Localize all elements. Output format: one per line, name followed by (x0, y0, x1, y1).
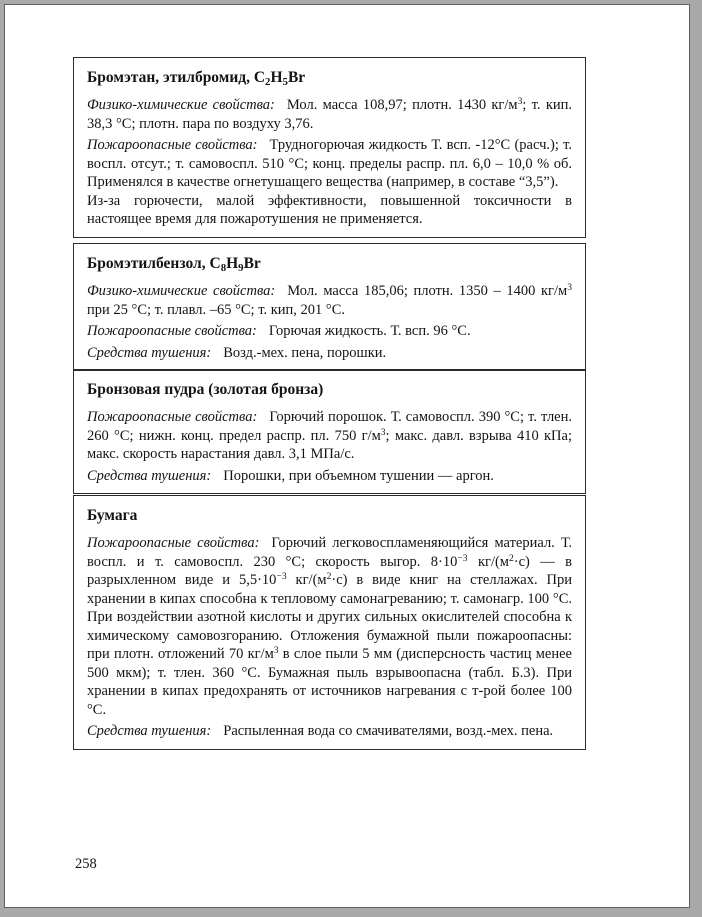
property-label: Пожароопасные свойства: (87, 323, 257, 339)
property-text: Из-за горючести, малой эффективности, повышенной токсичности в настоящее время для пожаротушения не применяется. (87, 192, 572, 227)
physchem-properties-paragraph (87, 96, 572, 133)
section-title: Бумага (87, 507, 138, 524)
property-text: Трудногорючая жидкость Т. всп. -12°С (расч.); т. воспл. отсут.; т. самовоспл. 510 °С; конц. пределы распр. пл. 6,0 – 10,0 % об. Применялся в качестве огнетушащего вещества (например, в составе “3,5”). (87, 137, 573, 190)
property-label: Пожароопасные свойства: (87, 409, 258, 425)
property-label: Средства тушения: (87, 723, 212, 739)
property-label: Средства тушения: (87, 344, 212, 361)
property-label: Физико-химические свойства: (87, 283, 276, 299)
property-text: Возд.-мех. пена, порошки. (223, 344, 387, 361)
property-text: Порошки, при объемном тушении — аргон. (223, 467, 494, 484)
note-paragraph (87, 192, 572, 229)
property-text: Распыленная вода со смачивателями, возд.-мех. пена. (223, 723, 554, 739)
fire-properties-paragraph (87, 408, 572, 464)
property-text: Мол. масса 108,97; плотн. 1430 $кг/м^3$; т. кип. 38,3 °С; плотн. пара по воздуху 3,76. (87, 96, 573, 132)
section-bromoethane (73, 57, 586, 238)
section-bromoethylbenzene (73, 243, 586, 371)
physchem-properties-paragraph (87, 282, 572, 319)
extinguishing-agents-paragraph (87, 467, 572, 486)
property-label: Пожароопасные свойства: (87, 535, 260, 551)
fire-properties-paragraph (87, 136, 572, 192)
section-title: Бромэтан, этилбромид, $C_2H_5Br$ (87, 69, 306, 88)
section-paper (73, 495, 586, 750)
property-label: Средства тушения: (87, 467, 212, 484)
document-page (4, 4, 690, 908)
fire-properties-paragraph (87, 534, 572, 719)
property-label: Пожароопасные свойства: (87, 137, 258, 153)
section-bronze-powder (73, 369, 586, 494)
property-label: Физико-химические свойства: (87, 97, 275, 113)
page-number: 258 (75, 856, 97, 872)
fire-properties-paragraph (87, 322, 572, 341)
property-text: Горючий легковоспламеняющийся материал. Т. воспл. и т. самовоспл. 230 °С; скорость выгор. $8\cdot 10^{-3}$ $кг/(м^2\cdot с)$ — в разрыхленном виде и $5,5\cdot 10^{-3}$ $кг/(м^2\cdot с)$ в виде книг на стеллажах. При хранении в кипах способна к тепловому самонагреванию; т. самонагр. 100 °С. При воздействии азотной кислоты и других сильных окислителей способна к химическому самовозгоранию. Отложения бумажной пыли пожароопасны: при плотн. отложений 70 $кг/м^3$ в слое пыли 5 мм (дисперсность частиц менее 500 мкм); т. тлен. 360 °С. Бумажная пыль взрывоопасна (табл. Б.3). При хранении в кипах предохранять от источников нагревания с т-рой более 100 °С. (87, 535, 572, 718)
extinguishing-agents-paragraph (87, 344, 572, 363)
property-text: Горючий порошок. Т. самовоспл. 390 °С; т. тлен. 260 °С; нижн. конц. предел распр. пл. 750 $г/м^3$; макс. давл. взрыва 410 кПа; макс. скорость нарастания давл. 3,1 МПа/с. (87, 409, 572, 462)
section-title: Бромэтилбензол, $C_8H_9Br$ (87, 255, 261, 274)
extinguishing-agents-paragraph (87, 722, 572, 741)
property-text: Горючая жидкость. Т. всп. 96 °С. (268, 323, 471, 339)
section-title: Бронзовая пудра (золотая бронза) (87, 381, 324, 398)
property-text: Мол. масса 185,06; плотн. 1350 – 1400 $кг/м^3$ при 25 °С; т. плавл. –65 °С; т. кип, 201 °С. (87, 282, 572, 318)
